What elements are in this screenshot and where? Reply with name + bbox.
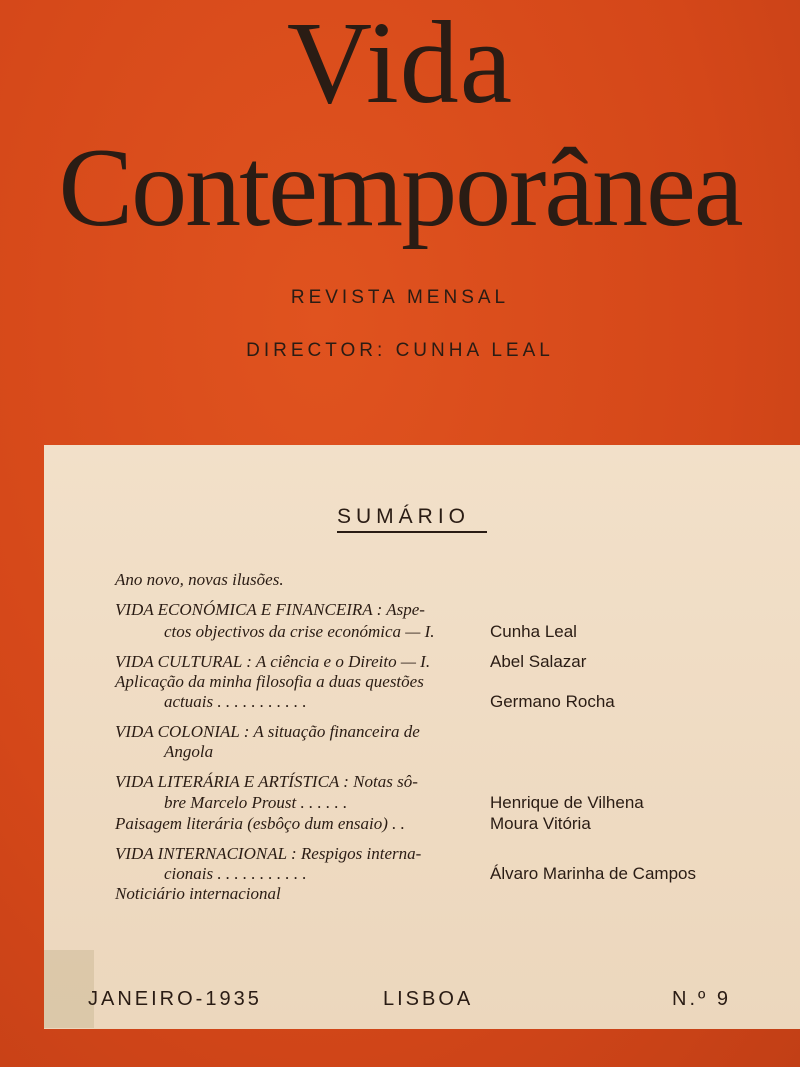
- toc-line: actuais . . . . . . . . . . .: [164, 692, 307, 711]
- issue-number: N.º 9: [672, 988, 731, 1010]
- masthead-subtitle: REVISTA MENSAL: [290, 287, 510, 308]
- toc-line: Ano novo, novas ilusões.: [115, 570, 284, 589]
- masthead-title-line2: Contemporânea: [58, 126, 742, 250]
- issue-place: LISBOA: [383, 988, 474, 1010]
- library-label: [44, 950, 94, 1028]
- toc-line: VIDA INTERNACIONAL : Respigos interna-: [115, 844, 422, 863]
- toc-line: Paisagem literária (esbôço dum ensaio) . .: [115, 814, 405, 833]
- summary-heading: SUMÁRIO: [337, 505, 470, 533]
- toc-line: Noticiário internacional: [115, 884, 281, 903]
- toc-line: VIDA ECONÓMICA E FINANCEIRA : Aspe-: [115, 600, 425, 619]
- toc-line: VIDA CULTURAL : A ciência e o Direito — I.: [115, 652, 431, 671]
- toc-author: Álvaro Marinha de Campos: [490, 864, 696, 883]
- toc-author: Cunha Leal: [490, 622, 577, 641]
- toc-line: Angola: [164, 742, 214, 761]
- summary-underline: [337, 531, 487, 533]
- toc-author: Henrique de Vilhena: [490, 793, 644, 812]
- toc-line: VIDA LITERÁRIA E ARTÍSTICA : Notas sô-: [115, 772, 418, 791]
- toc-line: ctos objectivos da crise económica — I.: [164, 622, 435, 641]
- masthead-director: DIRECTOR: CUNHA LEAL: [246, 340, 554, 361]
- toc-author: Abel Salazar: [490, 652, 587, 671]
- toc-line: Aplicação da minha filosofia a duas questões: [115, 672, 424, 691]
- toc-line: bre Marcelo Proust . . . . . .: [164, 793, 348, 812]
- toc-author: Germano Rocha: [490, 692, 615, 711]
- masthead-title-line1: Vida: [286, 0, 514, 128]
- toc-line: VIDA COLONIAL : A situação financeira de: [115, 722, 420, 741]
- toc-author: Moura Vitória: [490, 814, 591, 833]
- toc-line: cionais . . . . . . . . . . .: [164, 864, 307, 883]
- issue-date: JANEIRO-1935: [88, 988, 262, 1010]
